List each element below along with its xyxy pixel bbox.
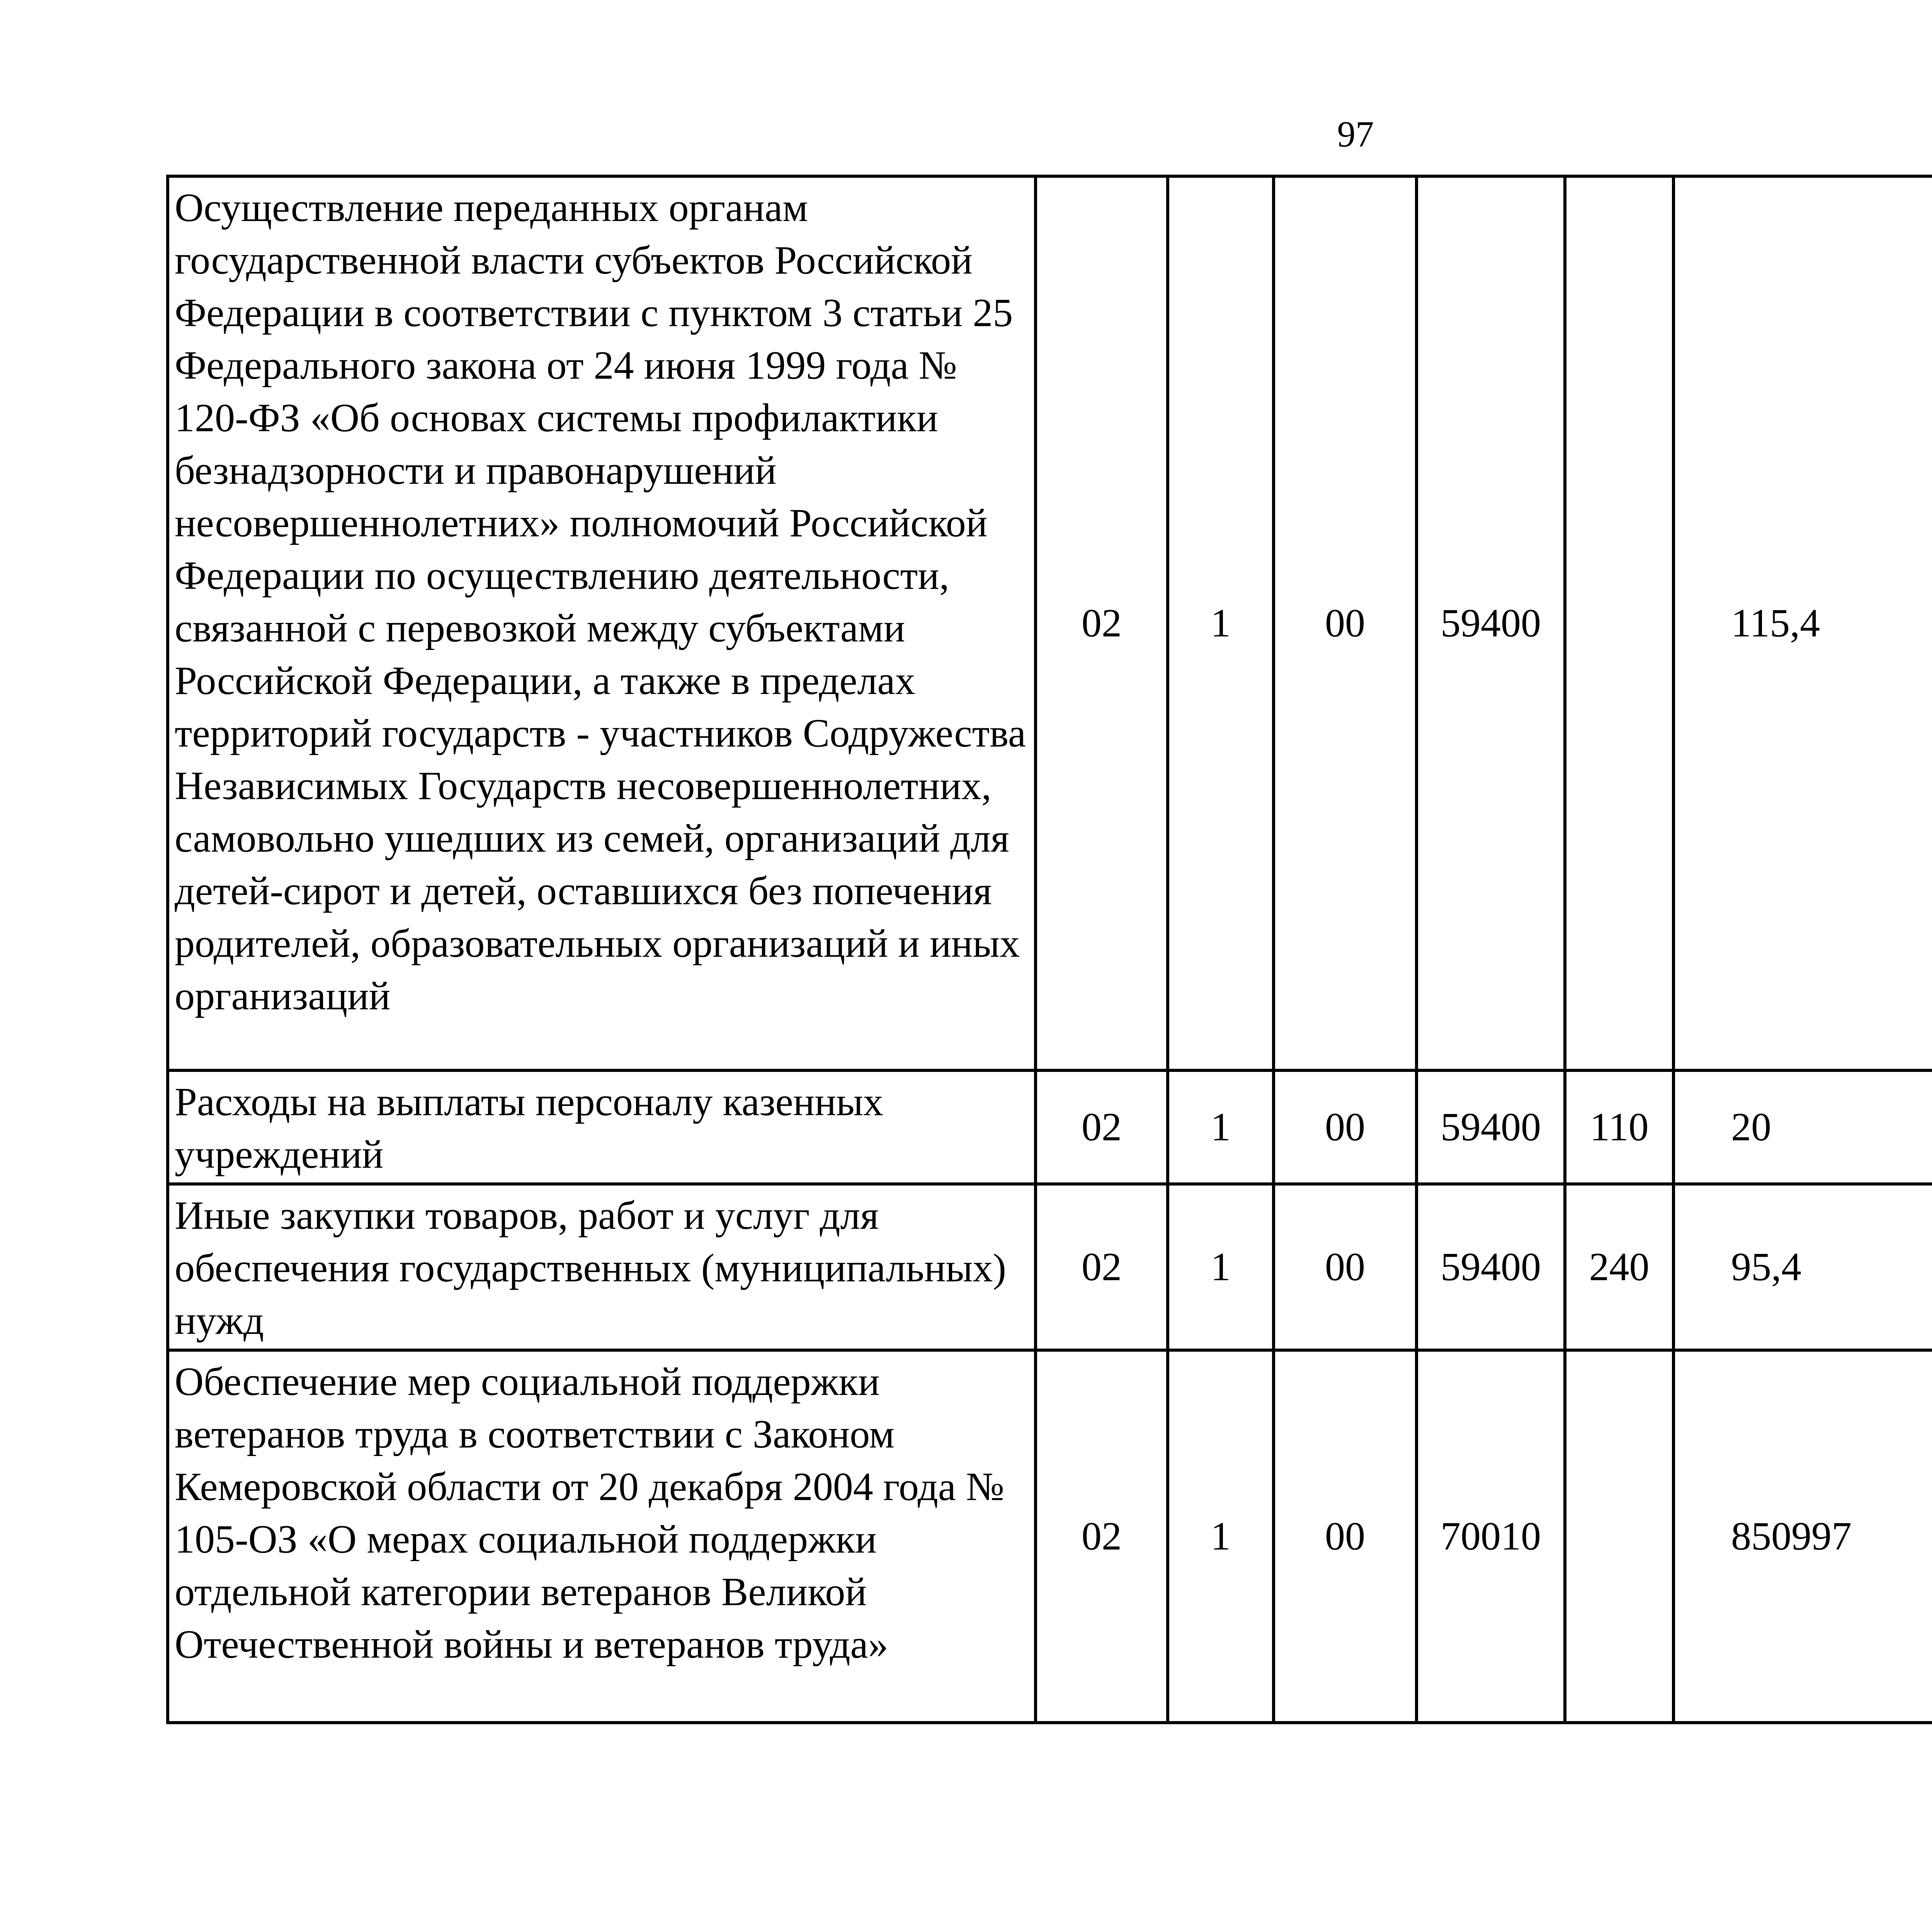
subprogram-code: 00 <box>1274 1070 1417 1184</box>
program-code: 1 <box>1168 1184 1274 1350</box>
section-code: 02 <box>1036 1350 1168 1723</box>
amount-year-1: 20 <box>1673 1070 1932 1184</box>
subprogram-code: 00 <box>1274 1350 1417 1723</box>
row-description: Обеспечение мер социальной поддержки ветеранов труда в соответствии с Законом Кемеровской области от 20 декабря 2004 года № 105-ОЗ «О мерах социальной поддержки отдельной категории ветеранов Великой Отечественной войны и ветеранов труда» <box>168 1350 1036 1723</box>
table-row <box>168 176 1932 1070</box>
row-description: Расходы на выплаты персоналу казенных учреждений <box>168 1070 1036 1184</box>
section-code: 02 <box>1036 176 1168 1070</box>
row-description: Осуществление переданных органам государственной власти субъектов Российской Федерации в соответствии с пунктом 3 статьи 25 Федерального закона от 24 июня 1999 года № 120-ФЗ «Об основах системы профилактики безнадзорности и правонарушений несовершеннолетних» полномочий Российской Федерации по осуществлению деятельности, связанной с перевозкой между субъектами Российской Федерации, а также в пределах территорий государств - участников Содружества Независимых Государств несовершеннолетних, самовольно ушедших из семей, организаций для детей-сирот и детей, оставшихся без попечения родителей, образовательных организаций и иных организаций <box>168 176 1036 1070</box>
program-code: 1 <box>1168 1350 1274 1723</box>
section-code: 02 <box>1036 1070 1168 1184</box>
expense-type-code <box>1565 1350 1673 1723</box>
expense-type-code: 110 <box>1565 1070 1673 1184</box>
amount-year-1: 115,4 <box>1673 176 1932 1070</box>
program-code: 1 <box>1168 176 1274 1070</box>
table-row <box>168 1350 1932 1723</box>
table-row <box>168 1070 1932 1184</box>
direction-code: 59400 <box>1417 1070 1565 1184</box>
expense-type-code <box>1565 176 1673 1070</box>
budget-table <box>166 175 1932 1724</box>
section-code: 02 <box>1036 1184 1168 1350</box>
subprogram-code: 00 <box>1274 1184 1417 1350</box>
subprogram-code: 00 <box>1274 176 1417 1070</box>
row-description: Иные закупки товаров, работ и услуг для обеспечения государственных (муниципальных) нужд <box>168 1184 1036 1350</box>
amount-year-1: 850997 <box>1673 1350 1932 1723</box>
direction-code: 59400 <box>1417 176 1565 1070</box>
expense-type-code: 240 <box>1565 1184 1673 1350</box>
table-row <box>168 1184 1932 1350</box>
program-code: 1 <box>1168 1070 1274 1184</box>
direction-code: 59400 <box>1417 1184 1565 1350</box>
direction-code: 70010 <box>1417 1350 1565 1723</box>
amount-year-1: 95,4 <box>1673 1184 1932 1350</box>
page-number: 97 <box>1337 114 1374 155</box>
